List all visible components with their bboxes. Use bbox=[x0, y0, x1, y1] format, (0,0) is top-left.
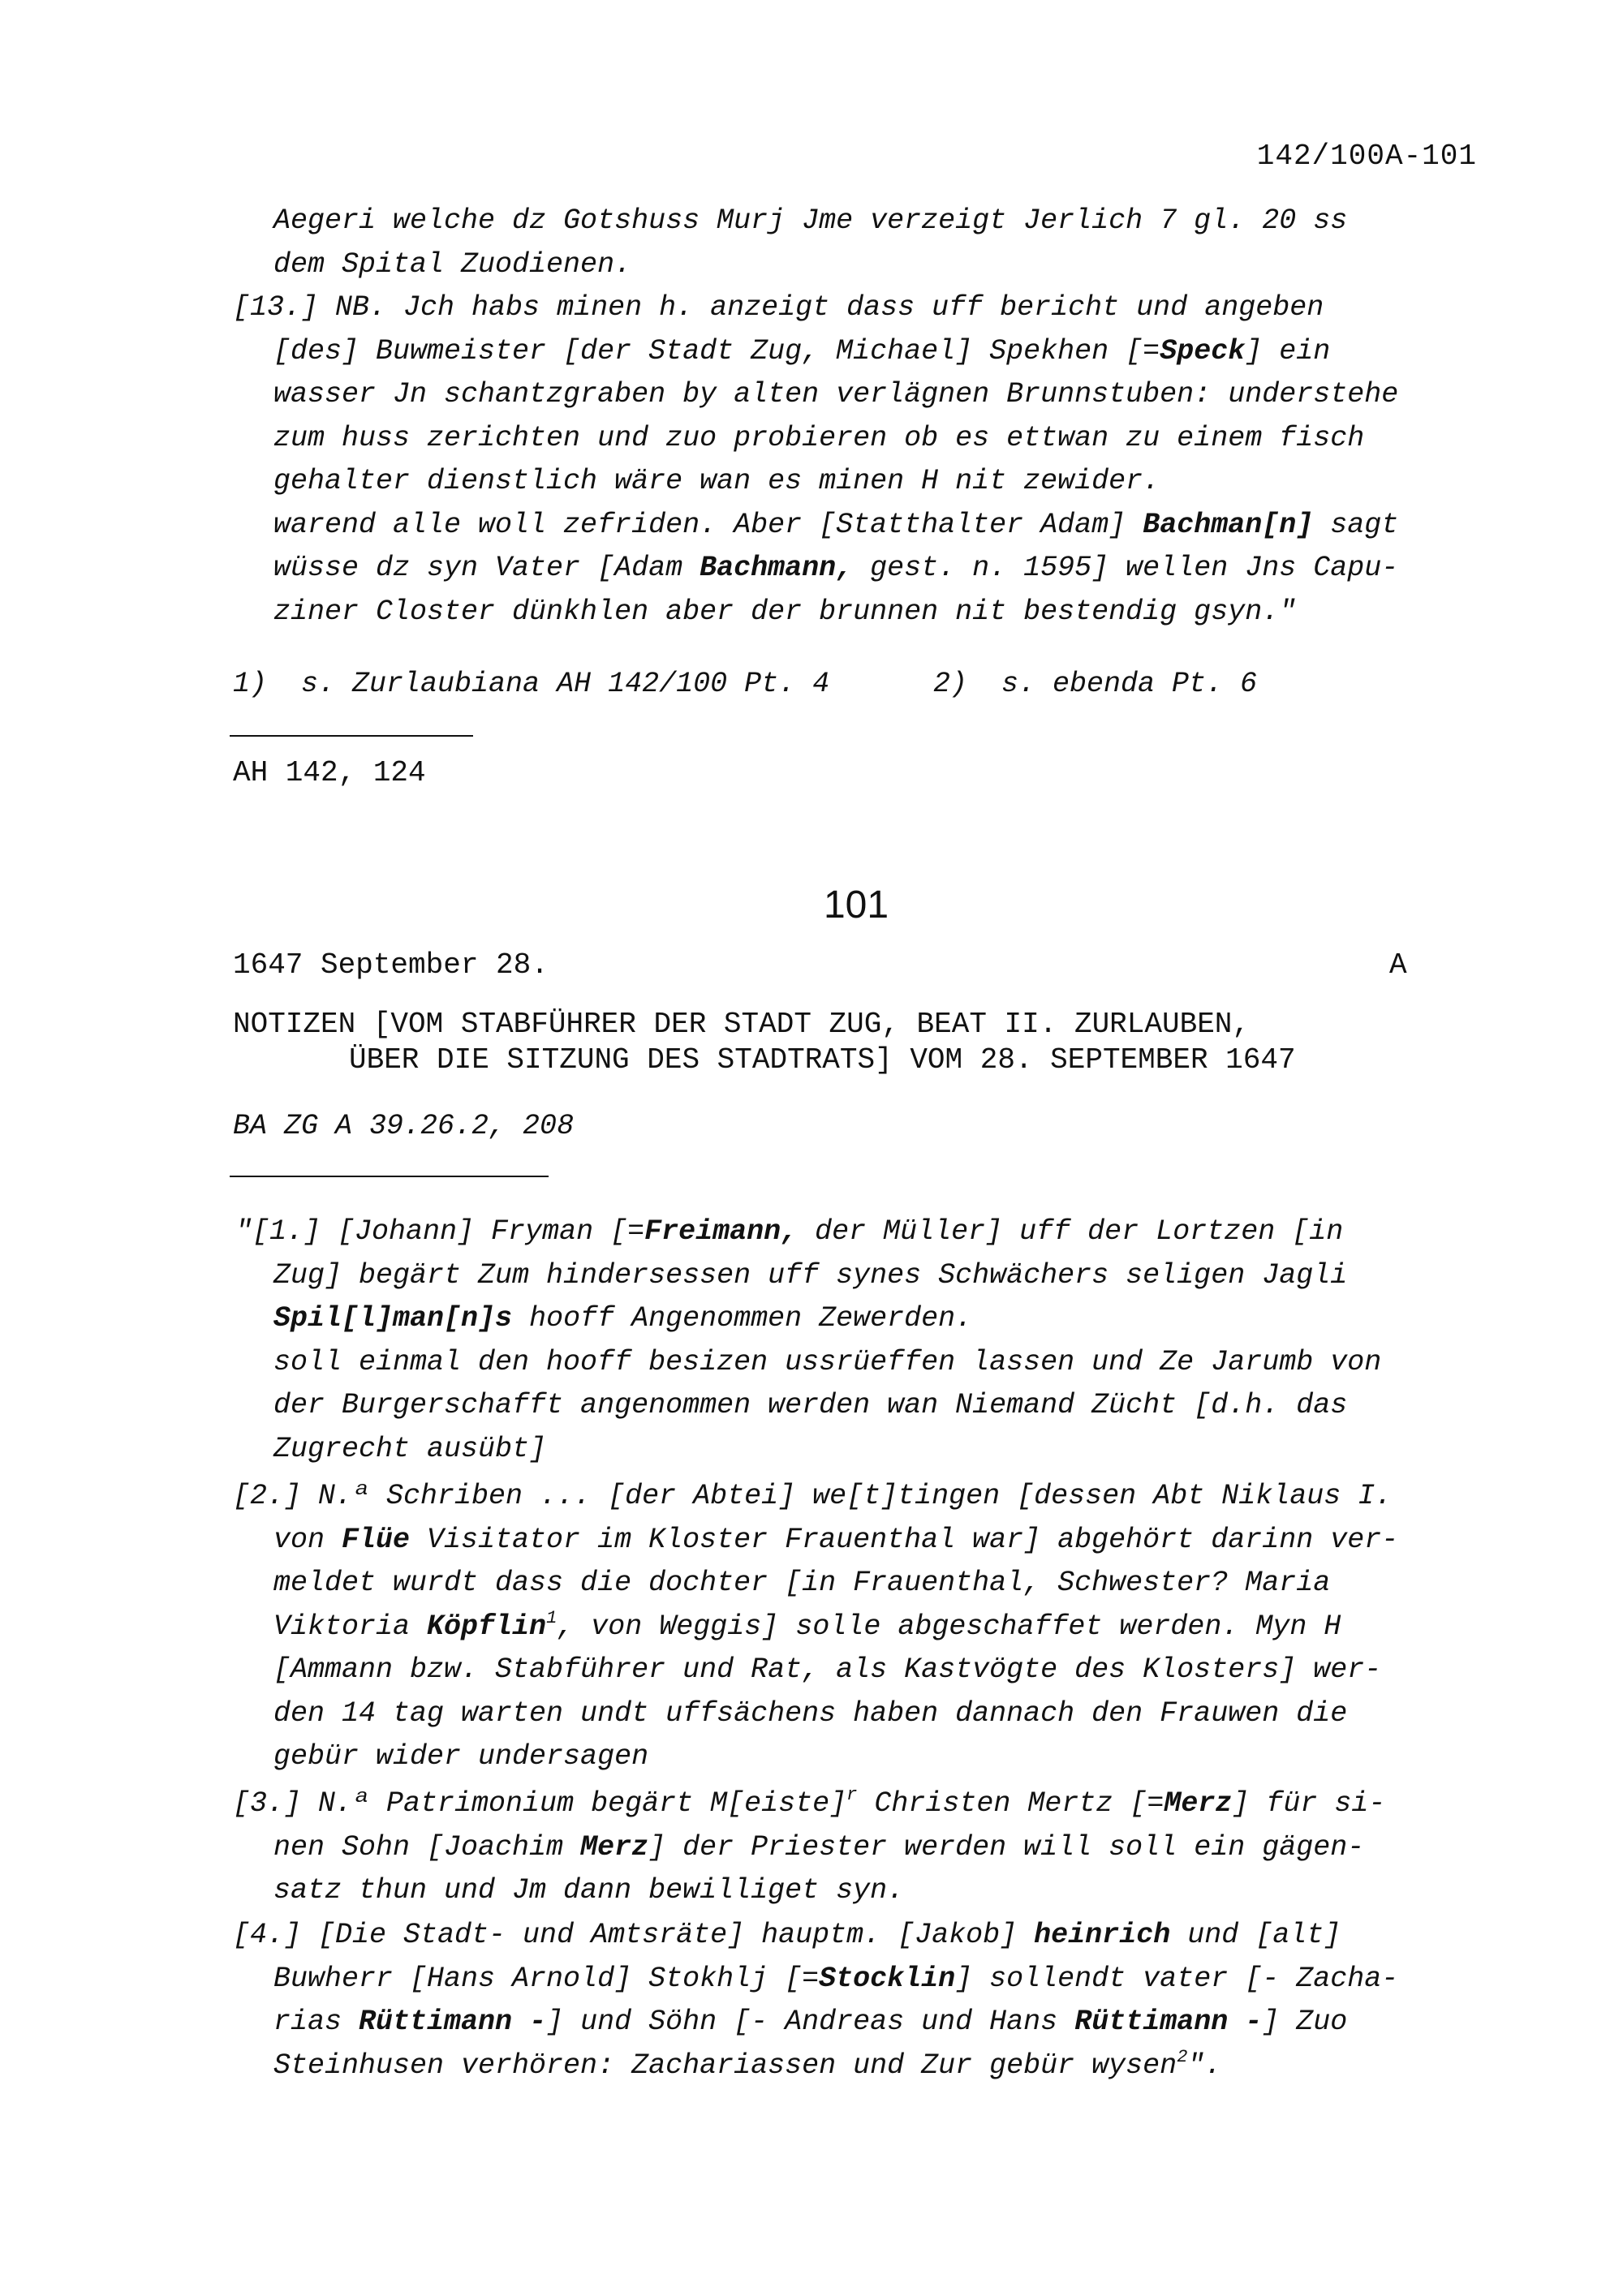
footnote-marker: 2 bbox=[1177, 2046, 1188, 2067]
text-run: [13.] NB. Jch habs minen h. anzeigt dass uff bericht und angeben bbox=[233, 291, 1324, 324]
text-line bbox=[273, 2044, 1221, 2087]
text-run: Zugrecht ausübt] bbox=[273, 1432, 547, 1465]
text-run: [des] Buwmeister [der Stadt Zug, Michael] Spekhen [= bbox=[273, 334, 1160, 368]
text-run: ] ein bbox=[1245, 334, 1331, 368]
text-run: [3.] N.ª Patrimonium begärt M[eiste] bbox=[233, 1787, 847, 1820]
text-run: sagt bbox=[1313, 508, 1399, 541]
text-line bbox=[233, 286, 1324, 329]
text-run: ] und Söhn [- Andreas und Hans bbox=[546, 2006, 1075, 2038]
document-title-line-1: NOTIZEN [VOM STABFÜHRER DER STADT ZUG, BEAT II. ZURLAUBEN, bbox=[233, 1008, 1251, 1041]
text-line bbox=[273, 1735, 648, 1778]
text-run: , von Weggis] solle abgeschaffet werden. Myn H bbox=[557, 1610, 1341, 1643]
text-run: Buwherr [Hans Arnold] Stokhlj [= bbox=[273, 1962, 820, 1995]
page-reference: 142/100A-101 bbox=[1256, 140, 1477, 173]
text-run: Zug] begärt Zum hindersessen uff synes Schwächers seligen Jagli bbox=[273, 1258, 1348, 1292]
text-run: ] der Priester werden will soll ein gägen- bbox=[648, 1830, 1365, 1864]
text-run: ] Zuo bbox=[1262, 2006, 1348, 2038]
text-line bbox=[273, 1384, 1347, 1427]
text-run: Steinhusen verhören: Zachariassen und Zur gebür wysen bbox=[273, 2049, 1177, 2082]
text-run: dem Spital Zuodienen. bbox=[273, 247, 632, 281]
text-line bbox=[273, 373, 1398, 416]
text-line bbox=[273, 2001, 1347, 2044]
text-run: Viktoria bbox=[273, 1610, 428, 1643]
text-line bbox=[273, 1519, 1398, 1562]
name-highlight: Köpflin bbox=[427, 1610, 547, 1643]
text-run: zum huss zerichten und zuo probieren ob es ettwan zu einem fisch bbox=[273, 421, 1365, 454]
text-line bbox=[273, 1606, 1341, 1649]
text-line bbox=[273, 330, 1330, 373]
text-line bbox=[273, 504, 1398, 547]
text-run: Visitator im Kloster Frauenthal war] abgehört darinn ver- bbox=[410, 1523, 1399, 1556]
text-line bbox=[273, 1254, 1347, 1297]
footnote-1: 1) s. Zurlaubiana AH 142/100 Pt. 4 bbox=[233, 668, 830, 700]
text-run: ] sollendt vater [- Zacha- bbox=[955, 1962, 1399, 1995]
footnote-2: 2) s. ebenda Pt. 6 bbox=[933, 668, 1258, 700]
text-line bbox=[273, 1869, 904, 1912]
text-line bbox=[273, 1562, 1330, 1605]
text-run: der Burgerschafft angenommen werden wan Niemand Zücht [d.h. das bbox=[273, 1389, 1348, 1421]
text-run: soll einmal den hooff besizen ussrüeffen lassen und Ze Jarumb von bbox=[273, 1345, 1382, 1378]
name-highlight: Bachmann, bbox=[700, 552, 854, 584]
text-run: satz thun und Jm dann bewilliget syn. bbox=[273, 1874, 905, 1907]
text-run: wüsse dz syn Vater [Adam bbox=[273, 552, 700, 584]
text-line bbox=[273, 243, 631, 286]
name-highlight: Spil[l]man[n]s bbox=[273, 1302, 513, 1335]
text-run: von bbox=[273, 1523, 342, 1556]
text-run: meldet wurdt dass die dochter [in Frauenthal, Schwester? Maria bbox=[273, 1567, 1331, 1599]
document-letter: A bbox=[1389, 948, 1407, 982]
text-run: gebür wider undersagen bbox=[273, 1740, 649, 1773]
text-line bbox=[273, 460, 1160, 503]
text-line bbox=[273, 1826, 1364, 1869]
text-run: ". bbox=[1187, 2049, 1222, 2082]
text-line bbox=[233, 1914, 1341, 1957]
text-run: hooff Angenommen Zewerden. bbox=[512, 1302, 973, 1335]
document-title-line-2: ÜBER DIE SITZUNG DES STADTRATS] VOM 28. SEPTEMBER 1647 bbox=[349, 1043, 1296, 1077]
text-run: gehalter dienstlich wäre wan es minen H nit zewider. bbox=[273, 465, 1160, 497]
archive-reference: AH 142, 124 bbox=[233, 756, 426, 789]
footnote-marker: r bbox=[846, 1785, 858, 1805]
text-run: Aegeri welche dz Gotshuss Murj Jme verzeigt Jerlich 7 gl. 20 ss bbox=[273, 204, 1348, 237]
text-line bbox=[233, 1475, 1392, 1518]
text-line bbox=[273, 1958, 1398, 2001]
footnote-marker: 1 bbox=[546, 1607, 558, 1628]
name-highlight: Rüttimann - bbox=[1074, 2006, 1263, 2038]
text-run: wasser Jn schantzgraben by alten verlägnen Brunnstuben: understehe bbox=[273, 378, 1399, 411]
text-line bbox=[273, 547, 1398, 590]
text-line bbox=[273, 1428, 546, 1471]
header-separator bbox=[230, 1176, 549, 1177]
name-highlight: Speck bbox=[1160, 334, 1246, 368]
name-highlight: Freimann, bbox=[644, 1215, 799, 1248]
text-line bbox=[235, 1210, 1343, 1253]
text-line bbox=[273, 1297, 972, 1340]
text-run: rias bbox=[273, 2006, 359, 2038]
text-run: gest. n. 1595] wellen Jns Capu- bbox=[853, 552, 1399, 584]
name-highlight: heinrich bbox=[1034, 1919, 1171, 1951]
text-run: [2.] N.ª Schriben ... [der Abtei] we[t]tingen [dessen Abt Niklaus I. bbox=[233, 1480, 1393, 1512]
name-highlight: Flüe bbox=[342, 1523, 411, 1556]
name-highlight: Rüttimann - bbox=[359, 2006, 547, 2038]
text-run: nen Sohn [Joachim bbox=[273, 1830, 581, 1864]
text-run: "[1.] [Johann] Fryman [= bbox=[235, 1215, 645, 1248]
text-run: [4.] [Die Stadt- und Amtsräte] hauptm. [Jakob] bbox=[233, 1919, 1035, 1951]
text-run: den 14 tag warten undt uffsächens haben dannach den Frauwen die bbox=[273, 1696, 1348, 1730]
text-run: und [alt] bbox=[1170, 1919, 1341, 1951]
footnote-separator bbox=[230, 735, 473, 737]
name-highlight: Bachman[n] bbox=[1143, 508, 1314, 541]
name-highlight: Merz bbox=[580, 1830, 649, 1864]
name-highlight: Merz bbox=[1164, 1787, 1233, 1820]
text-line bbox=[233, 1782, 1385, 1825]
document-number: 101 bbox=[823, 884, 889, 927]
document-date: 1647 September 28. bbox=[233, 948, 549, 982]
text-run: Christen Mertz [= bbox=[857, 1787, 1165, 1820]
text-line bbox=[273, 1649, 1381, 1692]
text-line bbox=[273, 417, 1364, 460]
text-line bbox=[273, 1341, 1381, 1384]
text-run: ziner Closter dünkhlen aber der brunnen nit bestendig gsyn." bbox=[273, 595, 1297, 628]
name-highlight: Stocklin bbox=[819, 1962, 956, 1995]
text-run: ] für si- bbox=[1232, 1787, 1386, 1820]
text-line bbox=[273, 1692, 1347, 1735]
source-reference: BA ZG A 39.26.2, 208 bbox=[233, 1110, 575, 1142]
text-line bbox=[273, 200, 1347, 243]
text-line bbox=[273, 591, 1296, 634]
text-run: [Ammann bzw. Stabführer und Rat, als Kastvögte des Klosters] wer- bbox=[273, 1653, 1382, 1686]
text-run: warend alle woll zefriden. Aber [Statthalter Adam] bbox=[273, 508, 1143, 541]
text-run: der Müller] uff der Lortzen [in bbox=[798, 1215, 1344, 1248]
